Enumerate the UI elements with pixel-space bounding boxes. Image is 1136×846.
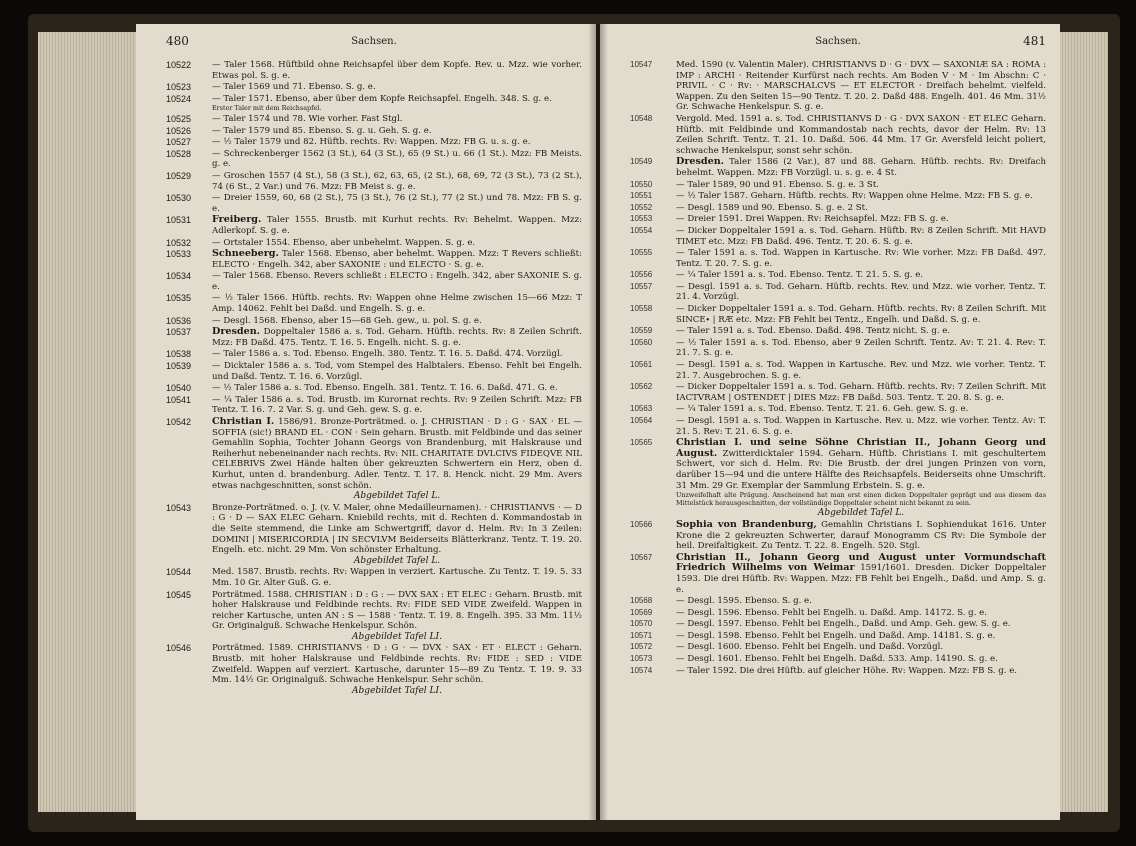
lot-number: 10554 <box>630 225 653 235</box>
lot-number: 10529 <box>166 170 192 181</box>
running-head: Sachsen. <box>815 36 861 47</box>
catalog-entry <box>630 438 1046 519</box>
entry-text: Dresden. Taler 1586 (2 Var.), 87 und 88. Geharn. Hüftb. rechts. Rv: Dreifach behelmt. Wappen. Mzz: FB Vorzügl. u. s. g. e. 4 St. <box>676 156 1046 178</box>
lot-number: 10545 <box>166 589 192 600</box>
catalog-entry <box>166 316 582 327</box>
catalog-entry <box>630 654 1046 665</box>
lot-number: 10532 <box>166 237 192 248</box>
lot-number: 10533 <box>166 249 192 260</box>
entry-text: Christian I. und seine Söhne Christian II., Johann Georg und August. Zwitterdicktaler 1594. Geharn. Hüftb. Christians I. mit geschultertem Schwert, vor sich d. Helm. Rv: Die Brustb. der drei jungen Prinzen von vorn, darüber 15—94 und die untere Hälfte des Reichsapfels. Beiderseits ohne Umschrift. 31 Mm. 29 Gr. Exemplar der Sammlung Erbstein. S. g. e. <box>676 437 1046 491</box>
left-page-header <box>166 34 582 50</box>
page-number: 481 <box>1023 34 1046 48</box>
entry-heading: Dresden. <box>676 156 725 168</box>
lot-number: 10539 <box>166 361 192 372</box>
catalog-entry <box>630 338 1046 359</box>
catalog-entry <box>630 248 1046 269</box>
catalog-entry <box>166 249 582 270</box>
lot-number: 10566 <box>630 519 653 529</box>
entry-text: — Dicker Doppeltaler 1591 a. s. Tod. Geharn. Hüftb. Rv: 8 Zeilen Schrift. Mit HAVD TIMET etc. Mzz: FB Daßd. 496. Tentz. T. 20. 6. S. g. e. <box>676 225 1046 247</box>
entry-heading: Schneeberg. <box>212 248 279 260</box>
entry-footnote: Erster Taler mit dem Reichsapfel. <box>212 104 322 113</box>
catalog-entry <box>630 226 1046 247</box>
entry-text: Porträtmed. 1588. CHRISTIAN : D : G : — DVX SAX : ET ELEC : Geharn. Brustb. mit hoher Halskrause und Feldbinde rechts. Rv: FIDE SED VIDE Zweifeld. Wappen in reicher Kartusche, unten AN : S — 1588 · Tentz. T. 19. 8. Engelh. 395. 33 Mm. 11½ Gr. Originalguß. Schwache Henkelspur. Schön. <box>212 589 582 632</box>
lot-number: 10538 <box>166 349 192 360</box>
catalog-entry <box>166 327 582 348</box>
lot-number: 10535 <box>166 293 192 304</box>
entry-text: — Desgl. 1591 a. s. Tod. Geharn. Hüftb. rechts. Rev. und Mzz. wie vorher. Tentz. T. 21. 4. Vorzügl. <box>676 281 1046 303</box>
lot-number: 10561 <box>630 360 653 370</box>
lot-number: 10556 <box>630 270 653 280</box>
lot-number: 10562 <box>630 382 653 392</box>
catalog-entry <box>166 215 582 236</box>
lot-number: 10549 <box>630 157 653 167</box>
catalog-entry <box>166 361 582 382</box>
lot-number: 10542 <box>166 417 192 427</box>
catalog-entry <box>630 666 1046 677</box>
entry-text: Porträtmed. 1589. CHRISTIANVS · D : G · — DVX · SAX · ET · ELECT : Geharn. Brustb. mit hoher Halskrause und Feldbinde rechts. Rv: FIDE : SED : VIDE Zweifeld. Wappen auf verziert. Kartusche, darunter 15—89 Zu Tentz. T. 19. 9. 33 Mm. 14½ Gr. Originalguß. Schwache Henkelspur. Sehr schön. <box>212 643 582 686</box>
catalog-entry <box>630 270 1046 281</box>
entry-text: — Ortstaler 1554. Ebenso, aber unbehelmt. Wappen. S. g. e. <box>212 237 476 248</box>
entry-text: — Desgl. 1601. Ebenso. Fehlt bei Engelh. Daßd. 533. Amp. 14190. S. g. e. <box>676 654 998 665</box>
lot-number: 10568 <box>630 596 653 606</box>
book-spread <box>28 14 1120 832</box>
catalog-entry <box>166 503 582 567</box>
catalog-entry <box>630 157 1046 178</box>
catalog-entry <box>166 567 582 588</box>
plate-reference: Abgebildet Tafel L. <box>353 491 441 502</box>
catalog-entry <box>630 619 1046 630</box>
lot-number: 10541 <box>166 394 192 405</box>
lot-number: 10548 <box>630 113 653 123</box>
entry-text: — Taler 1592. Die drei Hüftb. auf gleicher Höhe. Rv: Wappen. Mzz: FB S. g. e. <box>676 665 1018 676</box>
lot-number: 10574 <box>630 665 653 675</box>
catalog-entry <box>166 171 582 192</box>
catalog-entry <box>630 60 1046 113</box>
right-page-header <box>630 34 1046 50</box>
lot-number: 10572 <box>630 642 653 652</box>
entry-heading: Christian I. und seine Söhne Christian II., Johann Georg und August. <box>676 437 1046 459</box>
lot-number: 10540 <box>166 383 192 394</box>
running-head: Sachsen. <box>351 36 397 47</box>
catalog-entry <box>630 191 1046 202</box>
lot-number: 10560 <box>630 337 653 347</box>
entry-heading: Christian II., Johann Georg und August unter Vormundschaft Friedrich Wilhelms von Weimar <box>676 551 1046 574</box>
entry-heading: Dresden. <box>212 326 261 338</box>
catalog-entry <box>630 114 1046 156</box>
entry-text: — Desgl. 1589 und 90. Ebenso. S. g. e. 2 St. <box>676 202 868 213</box>
entry-text: — Desgl. 1595. Ebenso. S. g. e. <box>676 596 812 607</box>
entry-text: — Desgl. 1598. Ebenso. Fehlt bei Engelh. und Daßd. Amp. 14181. S. g. e. <box>676 630 996 641</box>
catalog-entry <box>166 590 582 643</box>
left-page <box>136 24 596 820</box>
entry-heading: Christian I. <box>212 416 275 427</box>
lot-number: 10571 <box>630 630 653 640</box>
page-edges-left <box>38 32 136 812</box>
entry-text: — ½ Taler 1579 und 82. Hüftb. rechts. Rv: Wappen. Mzz: FB G. u. s. g. e. <box>212 137 531 148</box>
lot-number: 10558 <box>630 304 653 314</box>
page-number: 480 <box>166 34 189 48</box>
entry-text: — Desgl. 1600. Ebenso. Fehlt bei Engelh. und Daßd. Vorzügl. <box>676 642 944 653</box>
catalog-entry <box>166 114 582 125</box>
entry-text: — Taler 1591 a. s. Tod. Wappen in Kartusche. Rv: Wie vorher. Mzz: FB Daßd. 497. Tentz. T. 20. 7. S. g. e. <box>676 248 1046 269</box>
right-page <box>600 24 1060 820</box>
lot-number: 10567 <box>630 552 653 562</box>
lot-number: 10551 <box>630 191 653 201</box>
catalog-entry <box>630 304 1046 325</box>
entry-text: — Taler 1586 a. s. Tod. Ebenso. Engelh. 380. Tentz. T. 16. 5. Daßd. 474. Vorzügl. <box>212 349 563 360</box>
lot-number: 10557 <box>630 281 653 291</box>
entry-text: — Taler 1574 und 78. Wie vorher. Fast Stgl. <box>212 113 403 124</box>
catalog-entry <box>166 238 582 249</box>
entry-heading: Freiberg. <box>212 214 262 226</box>
lot-number: 10525 <box>166 113 192 124</box>
entry-text: — Dicker Doppeltaler 1591 a. s. Tod. Geharn. Hüftb. rechts. Rv: 7 Zeilen Schrift. Mit IACTVRAM | OSTENDET | DIES Mzz: FB Daßd. 503. Tentz. T. 20. 8. S. g. e. <box>676 382 1046 403</box>
lot-number: 10555 <box>630 248 653 258</box>
lot-number: 10547 <box>630 60 653 69</box>
entry-text: — ¼ Taler 1591 a. s. Tod. Ebenso. Tentz. T. 21. 5. S. g. e. <box>676 270 924 281</box>
catalog-entry <box>166 137 582 148</box>
entry-text: Sophia von Brandenburg, Gemahlin Christians I. Sophiendukat 1616. Unter Krone die 2 gekreuzten Schwerter, darauf Monogramm CS Rv: Die Symbole der heil. Dreifaltigkeit. Zu Tentz. T. 22. 8. Engelh. 520. Stgl. <box>676 518 1046 552</box>
lot-number: 10531 <box>166 215 192 226</box>
catalog-entry <box>630 382 1046 403</box>
lot-number: 10565 <box>630 438 653 448</box>
entry-text: — ½ Taler 1566. Hüftb. rechts. Rv: Wappen ohne Helme zwischen 15—66 Mzz: T Amp. 14062. Fehlt bei Daßd. und Engelh. S. g. e. <box>212 293 582 315</box>
entry-text: — ½ Taler 1591 a. s. Tod. Ebenso, aber 9 Zeilen Schrift. Tentz. Av: T. 21. 4. Rev: T. 21. 7. S. g. e. <box>676 337 1046 359</box>
catalog-entry <box>630 203 1046 214</box>
entry-text: — Taler 1579 und 85. Ebenso. S. g. u. Geh. S. g. e. <box>212 125 432 136</box>
catalog-entry <box>166 383 582 394</box>
lot-number: 10543 <box>166 502 192 513</box>
lot-number: 10564 <box>630 416 653 425</box>
catalog-entry <box>166 193 582 214</box>
catalog-entry <box>630 596 1046 607</box>
entry-text: Med. 1587. Brustb. rechts. Rv: Wappen in verziert. Kartusche. Zu Tentz. T. 19. 5. 33 Mm. 10 Gr. Alter Guß. G. e. <box>212 567 582 588</box>
entry-text: — Desgl. 1597. Ebenso. Fehlt bei Engelh., Daßd. und Amp. Geh. gew. S. g. e. <box>676 619 1011 630</box>
entry-text: — Desgl. 1591 a. s. Tod. Wappen in Kartusche. Rev. u. Mzz. wie vorher. Tentz. Av: T. 21. 5. Rev: T. 21. 6. S. g. e. <box>676 416 1046 437</box>
entry-text: — Taler 1568. Hüftbild ohne Reichsapfel über dem Kopfe. Rev. u. Mzz. wie vorher. Etwas pol. S. g. e. <box>212 60 582 81</box>
catalog-entry <box>630 360 1046 381</box>
entry-text: — Dicktaler 1586 a. s. Tod, vom Stempel des Halbtalers. Ebenso. Fehlt bei Engelh. und Daßd. Tentz. T. 16. 6. Vorzügl. <box>212 361 582 382</box>
book-gutter <box>588 24 608 820</box>
catalog-entry <box>166 82 582 93</box>
entry-footnote: Unzweifelhaft alte Prägung. Anscheinend hat man erst einen dicken Doppeltaler geprägt und aus diesem das Mittelstück herausgeschnitten, der vollständige Doppeltaler scheint nicht bekannt zu sein. <box>676 491 1046 507</box>
catalog-entry <box>166 149 582 170</box>
catalog-entry <box>166 643 582 696</box>
lot-number: 10526 <box>166 125 192 136</box>
catalog-entries <box>630 60 1046 676</box>
lot-number: 10523 <box>166 82 192 93</box>
plate-reference: Abgebildet Tafel L. <box>817 508 905 519</box>
entry-text: — Desgl. 1568. Ebenso, aber 15—68 Geh. gew., u. pol. S. g. e. <box>212 315 482 326</box>
plate-reference: Abgebildet Tafel LI. <box>352 631 442 642</box>
entry-text: Bronze-Porträtmed. o. J. (v. V. Maler, ohne Medailleurnamen). · CHRISTIANVS · — D : G · D — SAX ELEC Geharn. Kniebild rechts, mit d. Rechten d. Kommandostab in die Seite stemmend, die Linke am Schwertgriff, davor d. Helm. Rv: In 3 Zeilen: DOMINI | MISERICORDIA | IN SECVLVM Beiderseits Blätterkranz. Tentz. T. 19. 20. Engelh. etc. nicht. 29 Mm. Von schönster Erhaltung. <box>212 502 582 556</box>
lot-number: 10522 <box>166 60 192 70</box>
lot-number: 10559 <box>630 326 653 336</box>
plate-reference: Abgebildet Tafel L. <box>353 555 441 566</box>
lot-number: 10552 <box>630 202 653 212</box>
catalog-entry <box>630 180 1046 191</box>
entry-text: — Taler 1591 a. s. Tod. Ebenso. Daßd. 498. Tentz nicht. S. g. e. <box>676 326 951 337</box>
entry-text: — Desgl. 1596. Ebenso. Fehlt bei Engelh. u. Daßd. Amp. 14172. S. g. e. <box>676 607 987 618</box>
catalog-entry <box>166 60 582 81</box>
lot-number: 10550 <box>630 179 653 189</box>
entry-text: — Dreier 1591. Drei Wappen. Rv: Reichsapfel. Mzz: FB S. g. e. <box>676 214 949 225</box>
entry-text: — Desgl. 1591 a. s. Tod. Wappen in Kartusche. Rev. und Mzz. wie vorher. Tentz. T. 21. 7. Ausgebrochen. S. g. e. <box>676 360 1046 381</box>
entry-text: Vergold. Med. 1591 a. s. Tod. CHRISTIANVS D · G · DVX SAXON · ET ELEC Geharn. Hüftb. mit Feldbinde und Kommandostab nach rechts, davor der Helm. Rv: 13 Zeilen Schrift. Tentz. T. 21. 10. Daßd. 506. 44 Mm. 17 Gr. Aversfeld leicht poliert, schwache Henkelspur, sonst sehr schön. <box>676 113 1046 156</box>
catalog-entry <box>630 326 1046 337</box>
catalog-entry <box>630 404 1046 415</box>
entry-text: Schneeberg. Taler 1568. Ebenso, aber behelmt. Wappen. Mzz: T Revers schließt: ELECTO · Engelh. 342, aber SAXONIE : und ELECTO · S. g. e. <box>212 248 582 270</box>
catalog-entry <box>166 126 582 137</box>
entry-text: — ½ Taler 1587. Geharn. Hüftb. rechts. Rv: Wappen ohne Helme. Mzz: FB S. g. e. <box>676 191 1033 202</box>
entry-text: — Dicker Doppeltaler 1591 a. s. Tod. Geharn. Hüftb. rechts. Rv: 8 Zeilen Schrift. Mit SINCE∙ | RÆ etc. Mzz: FB Fehlt bei Tentz., Engelh. und Daßd. S. g. e. <box>676 304 1046 325</box>
entry-text: — Dreier 1559, 60, 68 (2 St.), 75 (3 St.), 76 (2 St.), 77 (2 St.) und 78. Mzz: FB S. g. e. <box>212 193 582 214</box>
lot-number: 10573 <box>630 654 653 664</box>
lot-number: 10534 <box>166 271 192 282</box>
entry-text: Med. 1590 (v. Valentin Maler). CHRISTIANVS D · G · DVX — SAXONIÆ SA : ROMA : IMP : ARCHI · Reitender Kurfürst nach rechts. Am Boden V · M · Im Abschn: C · PRIVIL · C · Rv: · MARSCHALCVS — ET ELECTOR · Dreifach behelmt. vielfeld. Wappen. Zu den Seiten 15—90 Tentz. T. 20. 2. Daßd 488. Engelh. 401. 46 Mm. 31½ Gr. Schwache Henkelspur. S. g. e. <box>676 60 1046 113</box>
catalog-entry <box>166 271 582 292</box>
entry-heading: Sophia von Brandenburg, <box>676 518 817 530</box>
lot-number: 10524 <box>166 93 192 104</box>
lot-number: 10528 <box>166 148 192 159</box>
catalog-entry <box>630 416 1046 437</box>
lot-number: 10569 <box>630 607 653 617</box>
entry-text: — Taler 1569 und 71. Ebenso. S. g. e. <box>212 82 376 93</box>
entry-text: — ½ Taler 1586 a. s. Tod. Ebenso. Engelh. 381. Tentz. T. 16. 6. Daßd. 471. G. e. <box>212 383 558 394</box>
lot-number: 10546 <box>166 643 192 654</box>
catalog-entry <box>166 293 582 314</box>
lot-number: 10570 <box>630 619 653 629</box>
catalog-entry <box>630 520 1046 552</box>
catalog-entry <box>630 642 1046 653</box>
entry-text: — Schreckenberger 1562 (3 St.), 64 (3 St.), 65 (9 St.) u. 66 (1 St.). Mzz: FB Meists. g. e. <box>212 148 582 170</box>
lot-number: 10544 <box>166 567 192 578</box>
entry-text: Christian II., Johann Georg und August unter Vormundschaft Friedrich Wilhelms von Weimar 1591/1601. Dresden. Dicker Doppeltaler 1593. Die drei Hüftb. Rv: Wappen. Mzz: FB Fehlt bei Engelh., Daßd. und Amp. S. g. e. <box>676 551 1046 595</box>
page-edges-right <box>1060 32 1108 812</box>
catalog-entry <box>166 94 582 113</box>
catalog-entry <box>166 349 582 360</box>
catalog-entry <box>630 282 1046 303</box>
catalog-entries <box>166 60 582 696</box>
entry-text: — Taler 1568. Ebenso. Revers schließt : ELECTO : Engelh. 342, aber SAXONIE S. g. e. <box>212 271 582 292</box>
catalog-entry <box>630 553 1046 595</box>
entry-text: Christian I. 1586/91. Bronze-Porträtmed. o. J. CHRISTIAN · D : G · SAX · EL — SOFFIA (sic!) BRAND EL · CON · Sein geharn. Brustb. mit Feldbinde und das seiner Gemahlin Sophia, Tochter Johann Georgs von Brandenburg, mit Halskrause und Reiherhut nebeneinander nach rechts. Rv: NIL CHARITATE DVLCIVS FIDEQVE NIL CELEBRIVS Zwei Hände halten über gekreuzten Schwertern ein Herz, oben d. Kurhut, unten d. brandenburg. Adler. Tentz. T. 17. 8. Henck. nicht. 29 Mm. Avers etwas nachgeschnitten, sonst schön. <box>212 416 582 491</box>
entry-text: — ¼ Taler 1586 a. s. Tod. Brustb. im Kurornat rechts. Rv: 9 Zeilen Schrift. Mzz: FB Tentz. T. 16. 7. 2 Var. S. g. und Geh. gew. S. g. e. <box>212 394 582 416</box>
entry-text: — Taler 1571. Ebenso, aber über dem Kopfe Reichsapfel. Engelh. 348. S. g. e. <box>212 93 552 104</box>
catalog-entry <box>166 395 582 416</box>
catalog-entry <box>166 417 582 502</box>
catalog-entry <box>630 608 1046 619</box>
lot-number: 10536 <box>166 315 192 326</box>
entry-text: — Groschen 1557 (4 St.), 58 (3 St.), 62, 63, 65, (2 St.), 68, 69, 72 (3 St.), 73 (2 St.), 74 (6 St., 2 Var.) und 76. Mzz: FB Meist s. g. e. <box>212 170 582 192</box>
lot-number: 10527 <box>166 137 192 148</box>
entry-text: — Taler 1589, 90 und 91. Ebenso. S. g. e. 3 St. <box>676 179 880 190</box>
catalog-entry <box>630 214 1046 225</box>
lot-number: 10530 <box>166 193 192 204</box>
catalog-entry <box>630 631 1046 642</box>
entry-text: Dresden. Doppeltaler 1586 a. s. Tod. Geharn. Hüftb. rechts. Rv: 8 Zeilen Schrift. Mzz: FB Daßd. 475. Tentz. T. 16. 5. Engelh. nicht. S. g. e. <box>212 326 582 348</box>
entry-text: — ¼ Taler 1591 a. s. Tod. Ebenso. Tentz. T. 21. 6. Geh. gew. S. g. e. <box>676 404 969 415</box>
plate-reference: Abgebildet Tafel LI. <box>352 685 442 696</box>
lot-number: 10537 <box>166 327 192 338</box>
lot-number: 10553 <box>630 214 653 224</box>
lot-number: 10563 <box>630 404 653 414</box>
entry-text: Freiberg. Taler 1555. Brustb. mit Kurhut rechts. Rv: Behelmt. Wappen. Mzz: Adlerkopf. S. g. e. <box>212 214 582 236</box>
